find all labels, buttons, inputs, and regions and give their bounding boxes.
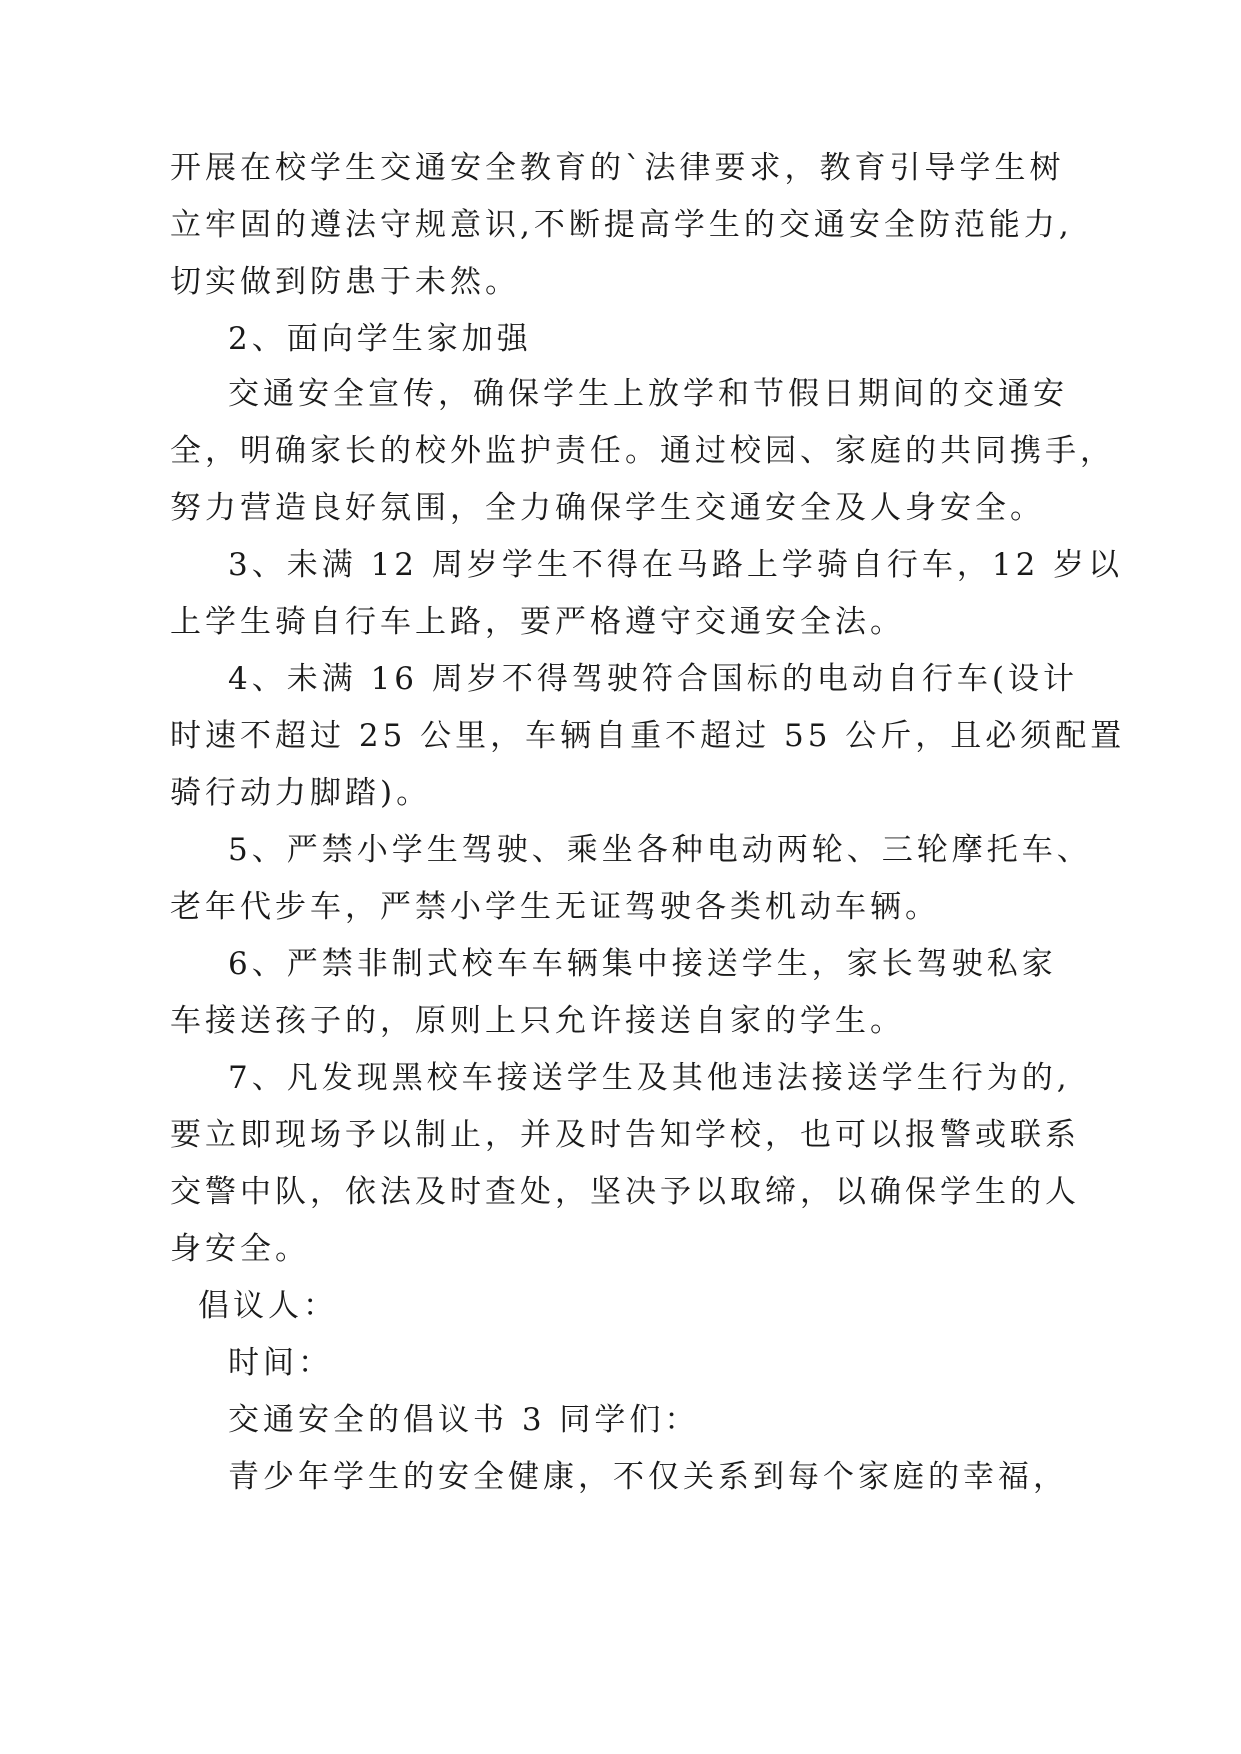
text-line: 交警中队，依法及时查处，坚决予以取缔，以确保学生的人 (170, 1174, 1080, 1210)
text-line: 2、面向学生家加强 (228, 321, 532, 357)
text-line: 老年代步车，严禁小学生无证驾驶各类机动车辆。 (170, 889, 940, 925)
signature-label: 倡议人： (198, 1288, 338, 1324)
text-line: 切实做到防患于未然。 (170, 264, 520, 300)
text-line: 时速不超过 25 公里，车辆自重不超过 55 公斤，且必须配置 (170, 718, 1126, 754)
text-line: 6、严禁非制式校车车辆集中接送学生，家长驾驶私家 (228, 946, 1057, 982)
text-line: 骑行动力脚踏)。 (170, 775, 432, 811)
text-line: 青少年学生的安全健康，不仅关系到每个家庭的幸福， (228, 1459, 1068, 1495)
text-line: 上学生骑自行车上路，要严格遵守交通安全法。 (170, 604, 905, 640)
text-line: 5、严禁小学生驾驶、乘坐各种电动两轮、三轮摩托车、 (228, 832, 1092, 868)
text-line: 努力营造良好氛围，全力确保学生交通安全及人身安全。 (170, 490, 1045, 526)
text-line: 交通安全宣传，确保学生上放学和节假日期间的交通安 (228, 376, 1068, 412)
section-heading: 交通安全的倡议书 3 同学们： (228, 1402, 700, 1438)
text-line: 车接送孩子的，原则上只允许接送自家的学生。 (170, 1003, 905, 1039)
text-line: 立牢固的遵法守规意识,不断提高学生的交通安全防范能力, (170, 207, 1073, 243)
text-line: 开展在校学生交通安全教育的`法律要求，教育引导学生树 (170, 150, 1065, 186)
text-line: 身安全。 (170, 1231, 310, 1267)
text-line: 要立即现场予以制止，并及时告知学校，也可以报警或联系 (170, 1117, 1080, 1153)
date-label: 时间： (228, 1345, 333, 1381)
text-line: 4、未满 16 周岁不得驾驶符合国标的电动自行车(设计 (228, 661, 1078, 697)
text-line: 全，明确家长的校外监护责任。通过校园、家庭的共同携手， (170, 433, 1115, 469)
text-line: 7、凡发现黑校车接送学生及其他违法接送学生行为的, (228, 1060, 1071, 1096)
text-line: 3、未满 12 周岁学生不得在马路上学骑自行车，12 岁以 (228, 547, 1124, 583)
